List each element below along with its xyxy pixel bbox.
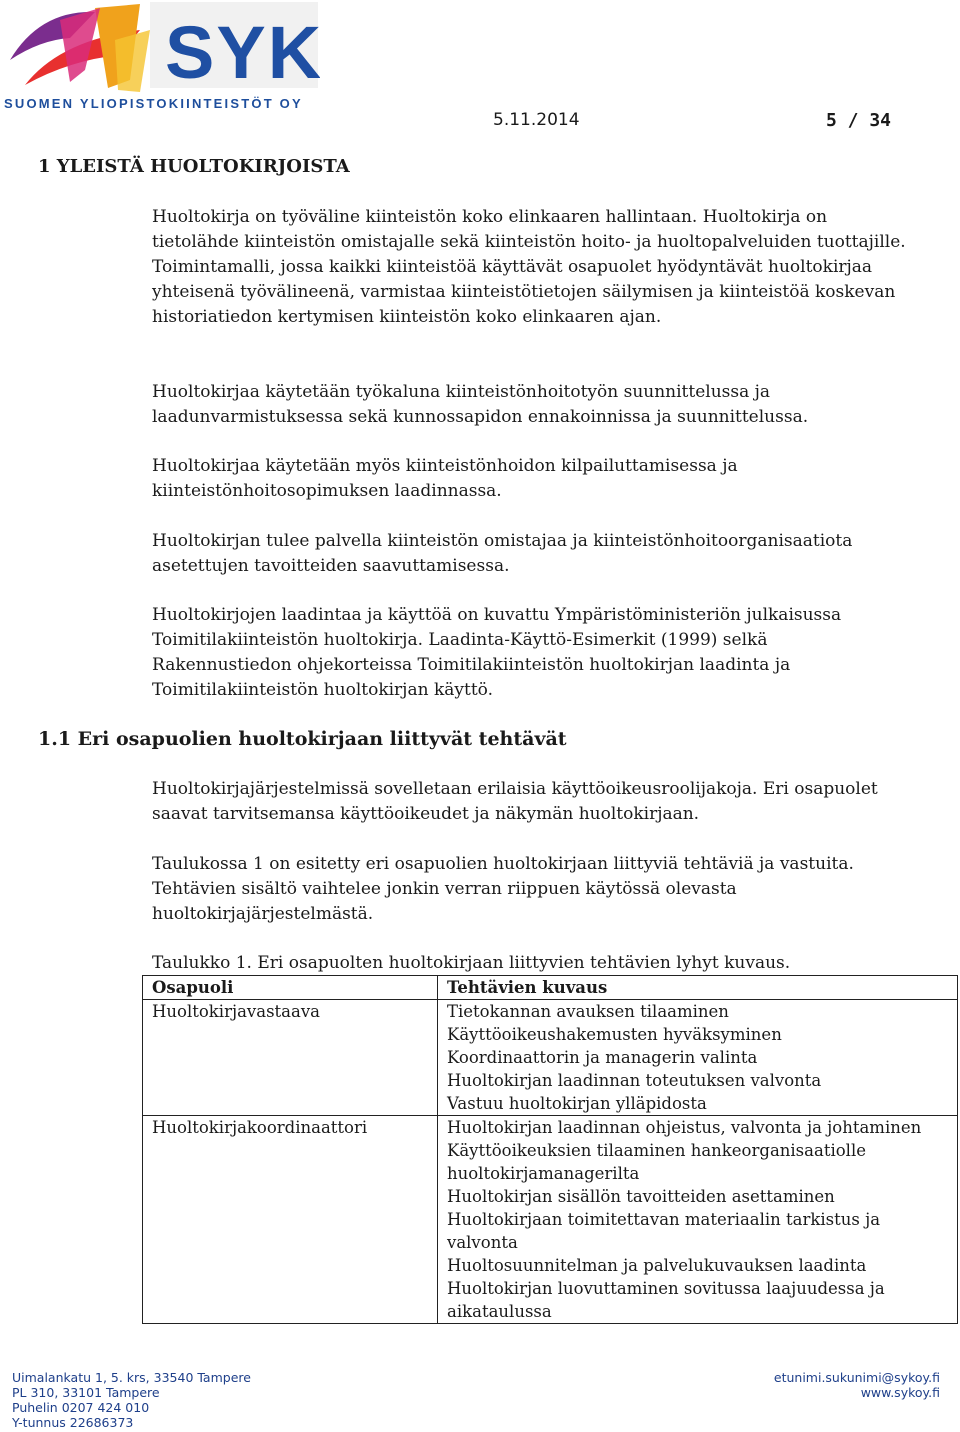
party-cell: Huoltokirjakoordinaattori: [143, 1116, 438, 1324]
column-header-party: Osapuoli: [143, 976, 438, 1000]
task-item: Koordinaattorin ja managerin valinta: [447, 1048, 758, 1067]
footer-email-link[interactable]: etunimi.sukunimi@sykoy.fi: [773, 1370, 940, 1385]
table-caption: Taulukko 1. Eri osapuolten huoltokirjaan liittyvien tehtävien lyhyt kuvaus.: [152, 953, 791, 973]
task-item: Käyttöoikeuksien tilaaminen hankeorganisaatiolle huoltokirjamanagerilta: [447, 1141, 866, 1183]
subsection-heading: 1.1 Eri osapuolien huoltokirjaan liittyvät tehtävät: [38, 728, 567, 750]
section-heading: 1 YLEISTÄ HUOLTOKIRJOISTA: [38, 156, 350, 177]
party-cell: Huoltokirjavastaava: [143, 1000, 438, 1116]
task-item: Huoltokirjan sisällön tavoitteiden asettaminen: [447, 1187, 835, 1206]
footer-contact: [774, 1370, 940, 1400]
paragraph: Huoltokirjojen laadintaa ja käyttöä on kuvattu Ympäristöministeriön julkaisussa Toimitilakiinteistön huoltokirja. Laadinta-Käyttö-Esimerkit (1999) selkä Rakennustiedon ohjekorteissa Toimitilakiinteistön huoltokirjan laadinta ja Toimitilakiinteistön huoltokirjan käyttö.: [152, 605, 842, 700]
paragraph: Huoltokirjan tulee palvella kiinteistön omistajaa ja kiinteistönhoitoorganisaatiota asetettujen tavoitteiden saavuttamisessa.: [152, 531, 853, 576]
paragraph: Huoltokirjaa käytetään myös kiinteistönhoidon kilpailuttamisessa ja kiinteistönhoitosopimuksen laadinnassa.: [152, 456, 738, 501]
page-number: 5 / 34: [826, 110, 892, 131]
paragraph: Taulukossa 1 on esitetty eri osapuolien huoltokirjaan liittyviä tehtäviä ja vastuita. Tehtävien sisältö vaihtelee jonkin verran riippuen käytössä olevasta huoltokirjajärjestelmästä.: [152, 854, 854, 924]
logo-company-name: SUOMEN YLIOPISTOKIINTEISTÖT OY: [4, 96, 303, 111]
footer-line: PL 310, 33101 Tampere: [12, 1385, 160, 1400]
task-item: Vastuu huoltokirjan ylläpidosta: [447, 1094, 707, 1113]
footer-line: Y-tunnus 22686373: [12, 1415, 134, 1430]
footer-line: Puhelin 0207 424 010: [12, 1400, 150, 1415]
footer-website-link[interactable]: www.sykoy.fi: [860, 1385, 940, 1400]
company-logo: [0, 0, 320, 112]
task-item: Huoltosuunnitelman ja palvelukuvauksen laadinta: [447, 1256, 867, 1275]
paragraph: Huoltokirjaa käytetään työkaluna kiinteistönhoitotyön suunnittelussa ja laadunvarmistuksessa sekä kunnossapidon ennakoinnissa ja suunnittelussa.: [152, 382, 809, 427]
tasks-cell: [438, 1116, 958, 1324]
task-item: Käyttöoikeushakemusten hyväksyminen: [447, 1025, 782, 1044]
tasks-cell: [438, 1000, 958, 1116]
task-item: Huoltokirjaan toimitettavan materiaalin tarkistus ja valvonta: [447, 1210, 881, 1252]
footer-line: Uimalankatu 1, 5. krs, 33540 Tampere: [12, 1370, 251, 1385]
task-item: Huoltokirjan luovuttaminen sovitussa laajuudessa ja aikataulussa: [447, 1279, 885, 1321]
svg-text:SYK: SYK: [165, 11, 320, 94]
column-header-tasks: Tehtävien kuvaus: [438, 976, 958, 1000]
table-row: [143, 1116, 958, 1324]
header-date: 5.11.2014: [493, 110, 580, 130]
task-item: Huoltokirjan laadinnan ohjeistus, valvonta ja johtaminen: [447, 1118, 922, 1137]
table-header-row: [143, 976, 958, 1000]
footer-address: [12, 1370, 251, 1430]
task-item: Tietokannan avauksen tilaaminen: [447, 1002, 729, 1021]
tasks-table: [142, 975, 958, 1324]
logo-mark-icon: [0, 0, 320, 96]
paragraph: Huoltokirja on työväline kiinteistön koko elinkaaren hallintaan. Huoltokirja on tietolähde kiinteistön omistajalle sekä kiinteistön hoito- ja huoltopalveluiden tuottajille. Toimintamalli, jossa kaikki kiinteistöä käyttävät osapuolet hyödyntävät huoltokirjaa yhteisenä työvälineenä, varmistaa kiinteistötietojen säilymisen ja kiinteistöä koskevan historiatiedon kertymisen kiinteistön koko elinkaaren ajan.: [152, 207, 906, 327]
table-row: [143, 1000, 958, 1116]
paragraph: Huoltokirjajärjestelmissä sovelletaan erilaisia käyttöoikeusroolijakoja. Eri osapuolet saavat tarvitsemansa käyttöoikeudet ja näkymän huoltokirjaan.: [152, 779, 878, 824]
task-item: Huoltokirjan laadinnan toteutuksen valvonta: [447, 1071, 822, 1090]
